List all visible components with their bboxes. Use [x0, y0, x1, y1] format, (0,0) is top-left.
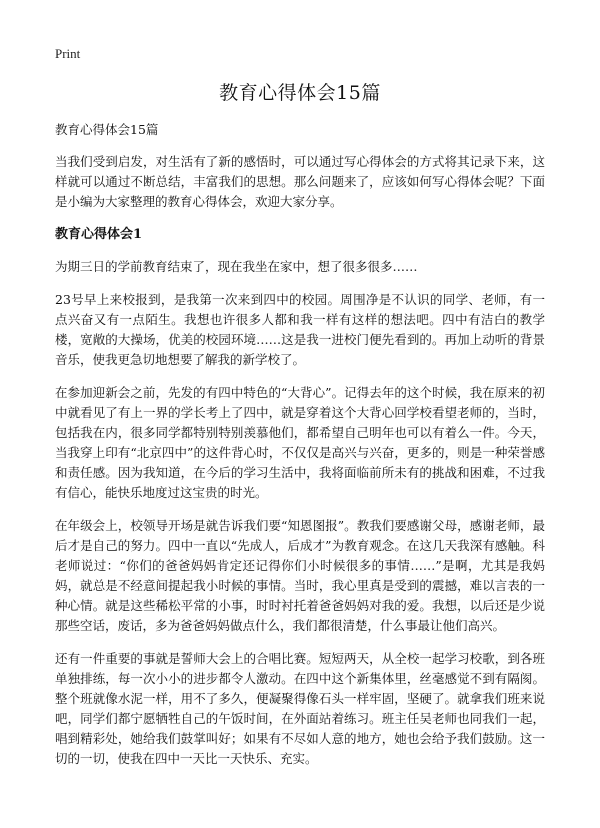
body-paragraph: 在年级会上，校领导开场是就告诉我们要“知恩图报”。教我们要感谢父母，感谢老师，最后才是自己的努力。四中一直以“先成人，后成才”为教育观念。在这几天我深有感触。科老师说过：“你们的爸爸妈妈肯定还记得你们小时候很多的事情……”是啊，尤其是我妈妈，就总是不经意间提起我小时候的事情。当时，我心里真是受到的震撼，难以言表的一种心情。就是这些稀松平常的小事，时时衬托着爸爸妈妈对我的爱。我想，以后还是少说那些空话，废话，多为爸爸妈妈做点什么，我们都很清楚，什么事最让他们高兴。 — [55, 518, 545, 633]
body-paragraph: 为期三日的学前教育结束了，现在我坐在家中，想了很多很多…… — [55, 259, 418, 274]
print-label: Print — [55, 46, 81, 61]
body-paragraph: 还有一件重要的事就是誓师大会上的合唱比赛。短短两天，从全校一起学习校歌，到各班单独排练，每一次小小的进步都令人激动。在四中这个新集体里，丝毫感觉不到有隔阂。整个班就像水泥一样，用不了多久，便凝聚得像石头一样牢固，坚硬了。就拿我们班来说吧，同学们都宁愿牺牲自己的午饭时间，在外面站着练习。班主任吴老师也同我们一起，唱到精彩处，她给我们鼓掌叫好；如果有不尽如人意的地方，她也会给予我们鼓励。这一切的一切，使我在四中一天比一天快乐、充实。 — [55, 651, 545, 766]
body-paragraph: 23号早上来校报到，是我第一次来到四中的校园。周围净是不认识的同学、老师，有一点兴奋又有一点陌生。我想也许很多人都和我一样有这样的想法吧。四中有洁白的教学楼，宽敞的大操场，优美的校园环境……这是我一进校门便先看到的。再加上动听的背景音乐，使我更急切地想要了解我的新学校了。 — [55, 292, 545, 367]
page-title: 教育心得体会15篇 — [219, 82, 381, 104]
article-subtitle: 教育心得体会15篇 — [55, 122, 159, 137]
article-body — [55, 120, 545, 782]
body-paragraph: 在参加迎新会之前，先发的有四中特色的“大背心”。记得去年的这个时候，我在原来的初中就看见了有上一界的学长考上了四中，就是穿着这个大背心回学校看望老师的，当时，包括我在内，很多同学都特别特别羡慕他们，都希望自己明年也可以有着么一件。今天，当我穿上印有“北京四中”的这件背心时，不仅仅是高兴与兴奋，更多的，则是一种荣誉感和责任感。因为我知道，在今后的学习生活中，我将面临前所未有的挑战和困难，不过我有信心，能快乐地度过这宝贵的时光。 — [55, 385, 545, 500]
section-heading: 教育心得体会1 — [55, 227, 143, 242]
intro-paragraph: 当我们受到启发，对生活有了新的感悟时，可以通过写心得体会的方式将其记录下来，这样就可以通过不断总结，丰富我们的思想。那么问题来了，应该如何写心得体会呢？下面是小编为大家整理的教育心得体会，欢迎大家分享。 — [55, 154, 545, 209]
